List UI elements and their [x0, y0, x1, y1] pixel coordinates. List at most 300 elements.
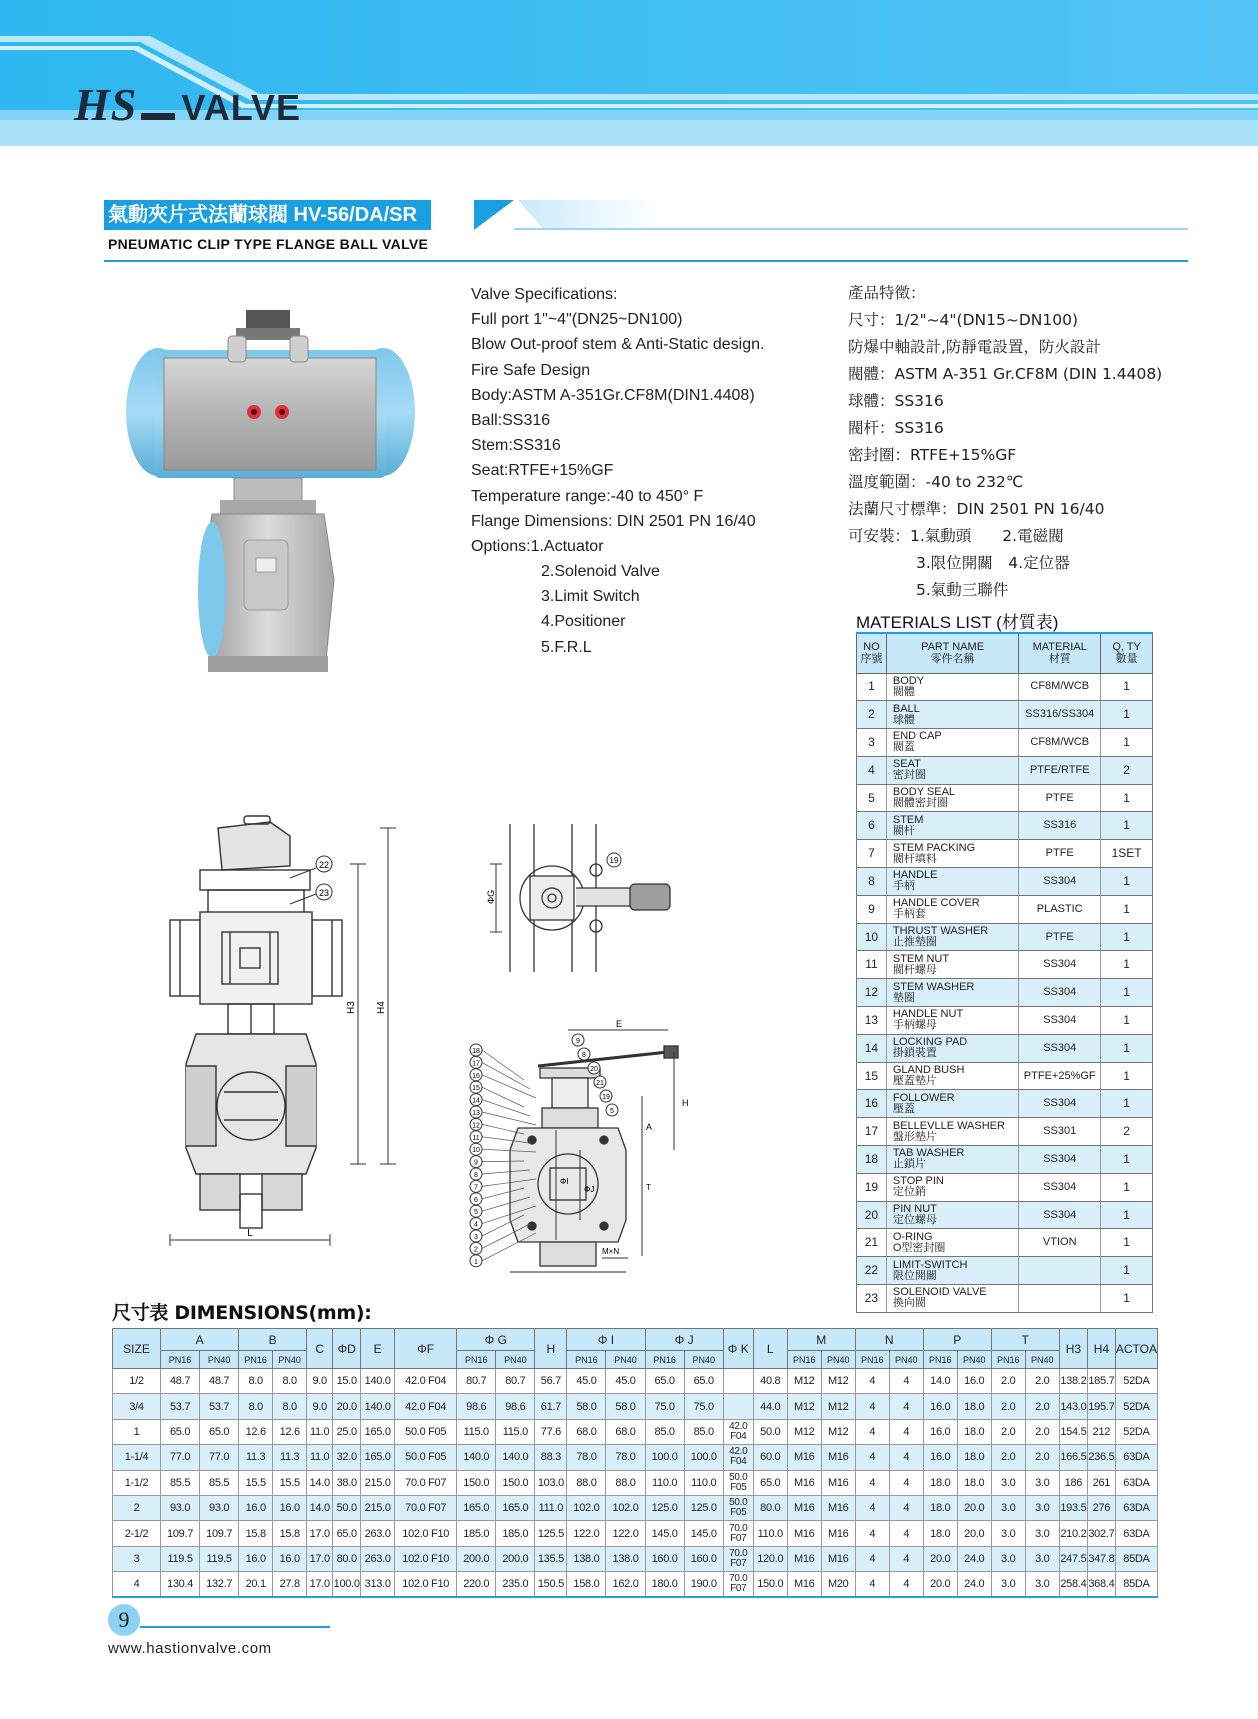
- part-name-cn: 閥體: [892, 685, 915, 698]
- callout-19-top-label: 19: [609, 856, 619, 865]
- table-cell: 80.7: [496, 1369, 535, 1394]
- cell-material: SS304: [1019, 979, 1101, 1007]
- cell-qty: 1: [1101, 895, 1153, 923]
- cell-part: [886, 1285, 1018, 1313]
- spec-line-cn: 產品特徵：: [848, 284, 926, 302]
- col-subheader: PN16: [855, 1351, 889, 1369]
- table-cell: 111.0: [535, 1495, 567, 1520]
- table-cell: 186: [1059, 1470, 1087, 1495]
- table-cell: 4: [855, 1521, 889, 1546]
- table-row: [857, 1007, 1153, 1035]
- table-cell: 138.0: [606, 1546, 645, 1571]
- part-name-en: BELLEVLLE WASHER: [892, 1119, 1005, 1132]
- dim-phg-label: ΦG: [486, 889, 496, 904]
- part-name-cn: 限位開關: [892, 1269, 937, 1282]
- table-cell: 63DA: [1115, 1445, 1157, 1470]
- cell-part: [886, 701, 1018, 729]
- dim-phi-label: ΦI: [560, 1177, 569, 1186]
- product-title-en: PNEUMATIC CLIP TYPE FLANGE BALL VALVE: [108, 236, 429, 252]
- table-cell: 53.7: [200, 1394, 239, 1419]
- dim-h3-label: H3: [346, 1001, 357, 1014]
- callout-number: 11: [472, 1134, 480, 1142]
- col-qty-en: Q, TY: [1112, 641, 1141, 654]
- table-cell: 122.0: [606, 1521, 645, 1546]
- table-cell: 20.0: [957, 1521, 991, 1546]
- table-cell: 1-1/4: [113, 1445, 161, 1470]
- part-name-en: STEM: [892, 813, 924, 826]
- table-cell: 65.0: [333, 1521, 361, 1546]
- spec-line: Seat:RTFE+15%GF: [471, 462, 614, 480]
- table-cell: 50.0: [333, 1495, 361, 1520]
- table-cell: 17.0: [307, 1546, 333, 1571]
- table-cell: 85.5: [161, 1470, 200, 1495]
- col-subheader: PN40: [821, 1351, 855, 1369]
- cell-part: [886, 1201, 1018, 1229]
- product-title-cn: 氣動夾片式法蘭球閥 HV-56/DA/SR: [104, 200, 431, 230]
- spec-line-cn: 法蘭尺寸標準：DIN 2501 PN 16/40: [848, 500, 1105, 518]
- table-cell: 263.0: [361, 1521, 395, 1546]
- cell-part: [886, 1146, 1018, 1174]
- table-cell: 143.0: [1059, 1394, 1087, 1419]
- table-cell: 15.5: [273, 1470, 307, 1495]
- col-subheader: PN40: [889, 1351, 923, 1369]
- brand-valve: VALVE: [181, 87, 302, 128]
- dim-l-label: L: [247, 1228, 253, 1239]
- cell-part: [886, 979, 1018, 1007]
- cell-no: 4: [857, 756, 887, 784]
- part-name-cn: 壓蓋墊片: [892, 1075, 937, 1088]
- table-cell: M16: [787, 1470, 821, 1495]
- spec-line: Ball:SS316: [471, 411, 551, 429]
- cell-qty: 1SET: [1101, 840, 1153, 868]
- cell-qty: 1: [1101, 951, 1153, 979]
- table-cell: 20.1: [239, 1572, 273, 1597]
- table-cell: 15.5: [239, 1470, 273, 1495]
- table-cell: 11.3: [239, 1445, 273, 1470]
- table-cell: 158.0: [567, 1572, 606, 1597]
- spec-line-cn: 溫度範圍：-40 to 232℃: [848, 473, 1024, 491]
- cell-no: 10: [857, 923, 887, 951]
- col-header: H4: [1087, 1329, 1115, 1369]
- table-cell: 140.0: [361, 1369, 395, 1394]
- table-cell: M12: [787, 1394, 821, 1419]
- cell-qty: 1: [1101, 673, 1153, 701]
- table-cell: 165.0: [361, 1419, 395, 1444]
- table-cell: 258.4: [1059, 1572, 1087, 1597]
- table-cell: 220.0: [457, 1572, 496, 1597]
- table-cell: 2.0: [991, 1419, 1025, 1444]
- cell-qty: 2: [1101, 756, 1153, 784]
- callout-number: 10: [472, 1147, 480, 1155]
- table-cell: 215.0: [361, 1495, 395, 1520]
- table-cell: [723, 1369, 753, 1394]
- table-cell: 20.0: [923, 1572, 957, 1597]
- cell-no: 19: [857, 1173, 887, 1201]
- table-cell: 20.0: [333, 1394, 361, 1419]
- table-cell: 110.0: [645, 1470, 684, 1495]
- callout-leader: [482, 1075, 536, 1098]
- table-cell: 125.5: [535, 1521, 567, 1546]
- table-cell: M16: [787, 1445, 821, 1470]
- table-cell: 11.0: [307, 1419, 333, 1444]
- part-name-en: STEM NUT: [892, 952, 950, 965]
- col-header: H: [535, 1329, 567, 1369]
- table-cell: 45.0: [567, 1369, 606, 1394]
- table-cell: 3.0: [991, 1495, 1025, 1520]
- col-subheader: PN40: [273, 1351, 307, 1369]
- cell-material: PTFE: [1019, 840, 1101, 868]
- cell-material: PTFE+25%GF: [1019, 1062, 1101, 1090]
- cell-no: 20: [857, 1201, 887, 1229]
- col-header: ΦF: [395, 1329, 457, 1369]
- table-cell: 77.6: [535, 1419, 567, 1444]
- part-name-en: O-RING: [892, 1230, 933, 1243]
- part-name-cn: 球體: [892, 713, 915, 726]
- col-subheader: PN16: [161, 1351, 200, 1369]
- spec-line: Options:1.Actuator: [471, 537, 604, 555]
- part-name-cn: 閥蓋: [892, 741, 915, 754]
- callout-number: 2: [474, 1246, 478, 1254]
- table-cell: 58.0: [567, 1394, 606, 1419]
- part-name-en: BODY: [892, 674, 925, 687]
- col-no: [857, 633, 887, 673]
- table-cell: 50.0: [753, 1419, 787, 1444]
- table-cell: 3.0: [991, 1470, 1025, 1495]
- col-subheader: PN16: [923, 1351, 957, 1369]
- col-header: B: [239, 1329, 307, 1351]
- table-cell: M16: [787, 1546, 821, 1571]
- table-cell: 85DA: [1115, 1546, 1157, 1571]
- table-row: [857, 784, 1153, 812]
- part-name-en: TAB WASHER: [892, 1147, 965, 1160]
- table-row: [857, 1062, 1153, 1090]
- cell-part: [886, 951, 1018, 979]
- part-name-cn: 墊圈: [892, 991, 915, 1004]
- table-cell: 14.0: [307, 1470, 333, 1495]
- table-cell: 11.3: [273, 1445, 307, 1470]
- table-cell: 185.0: [457, 1521, 496, 1546]
- table-cell: 130.4: [161, 1572, 200, 1597]
- callout-number: 18: [472, 1048, 480, 1055]
- table-cell: 88.0: [567, 1470, 606, 1495]
- table-cell: [723, 1394, 753, 1419]
- col-subheader: PN40: [1025, 1351, 1059, 1369]
- callout-number: 20: [590, 1066, 598, 1073]
- product-title-block: [104, 200, 1188, 264]
- table-cell: 11.0: [307, 1445, 333, 1470]
- top-view-drawing: [486, 818, 690, 978]
- table-cell: 4: [889, 1521, 923, 1546]
- materials-table: [856, 632, 1153, 1313]
- callout-number: 6: [474, 1196, 478, 1204]
- table-cell: 24.0: [957, 1546, 991, 1571]
- table-cell: 80.7: [457, 1369, 496, 1394]
- part-name-en: BALL: [892, 702, 920, 715]
- table-cell: 2.0: [991, 1369, 1025, 1394]
- cell-qty: 1: [1101, 1229, 1153, 1257]
- col-mat-cn: 材質: [1048, 653, 1071, 666]
- table-cell: 16.0: [923, 1394, 957, 1419]
- cell-no: 13: [857, 1007, 887, 1035]
- table-cell: M16: [787, 1495, 821, 1520]
- table-cell: 65.0: [684, 1369, 723, 1394]
- col-header: Φ K: [723, 1329, 753, 1369]
- cell-qty: 1: [1101, 1007, 1153, 1035]
- spec-line-cn: 尺寸：1/2"~4"(DN15~DN100): [848, 311, 1079, 329]
- part-name-cn: 壓蓋: [892, 1102, 915, 1115]
- part-name-cn: 閥體密封圈: [892, 797, 948, 810]
- table-cell: 58.0: [606, 1394, 645, 1419]
- table-cell: 4: [855, 1572, 889, 1597]
- table-cell: 4: [889, 1470, 923, 1495]
- spec-line-cn: 密封圈：RTFE+15%GF: [848, 446, 1017, 464]
- table-cell: 85.0: [645, 1419, 684, 1444]
- cell-qty: 1: [1101, 923, 1153, 951]
- cell-no: 15: [857, 1062, 887, 1090]
- table-cell: 4: [855, 1419, 889, 1444]
- table-cell: 110.0: [753, 1521, 787, 1546]
- table-cell: 138.0: [567, 1546, 606, 1571]
- table-cell: 4: [855, 1394, 889, 1419]
- dim-h4-label: H4: [376, 1001, 387, 1014]
- dim-mn-label: M×N: [602, 1247, 620, 1256]
- table-cell: 9.0: [307, 1369, 333, 1394]
- title-tail: [474, 200, 514, 230]
- cell-material: SS304: [1019, 951, 1101, 979]
- table-cell: M16: [821, 1495, 855, 1520]
- table-cell: M16: [821, 1546, 855, 1571]
- table-cell: 150.0: [496, 1470, 535, 1495]
- spec-option: 2.Solenoid Valve: [541, 563, 660, 581]
- part-name-cn: 止推墊圈: [892, 936, 937, 949]
- table-cell: 165.0: [496, 1495, 535, 1520]
- table-row: [857, 1285, 1153, 1313]
- cell-no: 11: [857, 951, 887, 979]
- table-cell: 200.0: [457, 1546, 496, 1571]
- cell-no: 12: [857, 979, 887, 1007]
- col-header: L: [753, 1329, 787, 1369]
- dimensions-title: 尺寸表 DIMENSIONS(mm):: [112, 1302, 372, 1324]
- col-part-cn: 零件名稱: [930, 653, 975, 666]
- table-row: [113, 1572, 1158, 1597]
- table-cell: 160.0: [684, 1546, 723, 1571]
- table-cell: 8.0: [273, 1394, 307, 1419]
- table-cell: 102.0 F10: [395, 1546, 457, 1571]
- part-name-cn: 定位銷: [892, 1186, 926, 1199]
- table-cell: 2-1/2: [113, 1521, 161, 1546]
- col-header: ACTOA: [1115, 1329, 1157, 1369]
- table-cell: 165.0: [361, 1445, 395, 1470]
- table-cell: M12: [787, 1419, 821, 1444]
- brand-dash: [141, 113, 175, 120]
- table-cell: 75.0: [645, 1394, 684, 1419]
- cell-part: [886, 729, 1018, 757]
- cell-material: VTION: [1019, 1229, 1101, 1257]
- table-cell: 85DA: [1115, 1572, 1157, 1597]
- table-cell: 4: [889, 1419, 923, 1444]
- table-cell: 368.4: [1087, 1572, 1115, 1597]
- callout-number: 14: [472, 1097, 480, 1105]
- spec-line: Fire Safe Design: [471, 361, 591, 379]
- part-name-en: SOLENOID VALVE: [892, 1286, 987, 1299]
- table-row: [857, 923, 1153, 951]
- table-row: [857, 1146, 1153, 1174]
- table-cell: 63DA: [1115, 1521, 1157, 1546]
- part-name-cn: 換向閥: [892, 1297, 926, 1310]
- part-name-cn: O型密封圈: [892, 1241, 946, 1254]
- dim-e-label: E: [616, 1019, 623, 1029]
- col-header: N: [855, 1329, 923, 1351]
- table-cell: 212: [1087, 1419, 1115, 1444]
- callout-number: 5: [610, 1108, 614, 1115]
- cell-part: [886, 1034, 1018, 1062]
- table-cell: M16: [821, 1521, 855, 1546]
- callout-number: 7: [474, 1184, 478, 1192]
- part-name-cn: 盤形墊片: [892, 1130, 937, 1143]
- table-cell: 2.0: [1025, 1445, 1059, 1470]
- callout-number: 17: [472, 1060, 480, 1068]
- table-cell: 103.0: [535, 1470, 567, 1495]
- table-cell: 235.0: [496, 1572, 535, 1597]
- table-cell: 2.0: [1025, 1369, 1059, 1394]
- table-row: [857, 895, 1153, 923]
- table-cell: 3.0: [991, 1521, 1025, 1546]
- dim-subheader-row: [113, 1351, 1158, 1369]
- callout-number: 3: [474, 1234, 478, 1241]
- table-cell: M16: [821, 1445, 855, 1470]
- table-cell: 75.0: [684, 1394, 723, 1419]
- spec-line: Temperature range:-40 to 450° F: [471, 487, 704, 505]
- col-header: T: [991, 1329, 1059, 1351]
- part-name-cn: 止鎖片: [892, 1158, 926, 1171]
- cell-material: SS304: [1019, 1090, 1101, 1118]
- cell-material: SS304: [1019, 1173, 1101, 1201]
- title-rule: [514, 228, 1188, 230]
- spec-option: 3.Limit Switch: [541, 588, 640, 606]
- cell-part: [886, 1173, 1018, 1201]
- table-cell: 2.0: [991, 1445, 1025, 1470]
- cell-no: 22: [857, 1257, 887, 1285]
- title-underline: [104, 260, 1188, 262]
- table-cell: 140.0: [496, 1445, 535, 1470]
- table-row: [857, 812, 1153, 840]
- spec-line: Stem:SS316: [471, 437, 561, 455]
- part-name-en: STEM PACKING: [892, 841, 976, 854]
- cell-material: SS304: [1019, 1201, 1101, 1229]
- table-cell: 4: [889, 1546, 923, 1571]
- cell-no: 9: [857, 895, 887, 923]
- part-name-cn: 密封圈: [892, 769, 926, 782]
- table-cell: 9.0: [307, 1394, 333, 1419]
- table-cell: 40.8: [753, 1369, 787, 1394]
- part-name-cn: 手柄螺母: [892, 1019, 937, 1032]
- brand-hs: HS: [74, 79, 138, 130]
- table-cell: 18.0: [923, 1470, 957, 1495]
- cell-qty: 1: [1101, 1285, 1153, 1313]
- cell-material: PTFE: [1019, 923, 1101, 951]
- part-name-cn: 手柄套: [892, 908, 926, 921]
- cell-material: SS316/SS304: [1019, 701, 1101, 729]
- dim-phj-label: ΦJ: [584, 1185, 595, 1194]
- cell-material: PTFE/RTFE: [1019, 756, 1101, 784]
- table-cell: 4: [889, 1445, 923, 1470]
- table-row: [857, 729, 1153, 757]
- table-cell: 18.0: [957, 1394, 991, 1419]
- table-cell: 102.0: [606, 1495, 645, 1520]
- cell-qty: 1: [1101, 812, 1153, 840]
- table-cell: 115.0: [457, 1419, 496, 1444]
- table-cell: 12.6: [239, 1419, 273, 1444]
- table-row: [857, 1173, 1153, 1201]
- part-name-cn: 定位螺母: [892, 1214, 937, 1227]
- table-cell: 247.5: [1059, 1546, 1087, 1571]
- table-cell: 236.5: [1087, 1445, 1115, 1470]
- cell-no: 5: [857, 784, 887, 812]
- col-header: SIZE: [113, 1329, 161, 1369]
- table-cell: 48.7: [161, 1369, 200, 1394]
- table-cell: 17.0: [307, 1572, 333, 1597]
- col-header: A: [161, 1329, 239, 1351]
- cell-material: [1019, 1285, 1101, 1313]
- cell-no: 3: [857, 729, 887, 757]
- part-name-cn: 閥杆螺母: [892, 963, 937, 976]
- callout-22-label: 22: [318, 860, 330, 870]
- table-cell: 4: [855, 1445, 889, 1470]
- table-cell: 48.7: [200, 1369, 239, 1394]
- col-qty: [1101, 633, 1153, 673]
- cell-material: PLASTIC: [1019, 895, 1101, 923]
- spec-option: 5.F.R.L: [541, 638, 592, 656]
- table-cell: 70.0 F07: [395, 1495, 457, 1520]
- table-cell: 18.0: [957, 1419, 991, 1444]
- table-cell: 85.5: [200, 1470, 239, 1495]
- cell-material: CF8M/WCB: [1019, 673, 1101, 701]
- cell-qty: 1: [1101, 1146, 1153, 1174]
- table-cell: 261: [1087, 1470, 1115, 1495]
- table-cell: 190.0: [684, 1572, 723, 1597]
- table-cell: M12: [821, 1419, 855, 1444]
- table-cell: 4: [889, 1495, 923, 1520]
- table-cell: M16: [821, 1470, 855, 1495]
- table-cell: 52DA: [1115, 1419, 1157, 1444]
- cell-qty: 1: [1101, 1173, 1153, 1201]
- table-cell: 80.0: [753, 1495, 787, 1520]
- table-row: [857, 868, 1153, 896]
- table-cell: 32.0: [333, 1445, 361, 1470]
- table-cell: 16.0: [923, 1419, 957, 1444]
- table-cell: 50.0 F05: [723, 1470, 753, 1495]
- table-cell: 115.0: [496, 1419, 535, 1444]
- part-name-en: GLAND BUSH: [892, 1064, 965, 1077]
- table-cell: 17.0: [307, 1521, 333, 1546]
- table-cell: 125.0: [684, 1495, 723, 1520]
- cell-qty: 2: [1101, 1118, 1153, 1146]
- cell-part: [886, 923, 1018, 951]
- part-name-en: HANDLE: [892, 869, 938, 882]
- table-cell: 119.5: [200, 1546, 239, 1571]
- table-row: [857, 951, 1153, 979]
- part-name-en: LOCKING PAD: [892, 1036, 968, 1049]
- cell-qty: 1: [1101, 701, 1153, 729]
- callout-number: 21: [596, 1080, 604, 1087]
- table-cell: 3.0: [1025, 1546, 1059, 1571]
- part-name-en: SEAT: [892, 758, 921, 771]
- website-url[interactable]: www.hastionvalve.com: [108, 1640, 272, 1657]
- col-header: P: [923, 1329, 991, 1351]
- cell-no: 1: [857, 673, 887, 701]
- table-cell: 125.0: [645, 1495, 684, 1520]
- table-cell: M16: [787, 1572, 821, 1597]
